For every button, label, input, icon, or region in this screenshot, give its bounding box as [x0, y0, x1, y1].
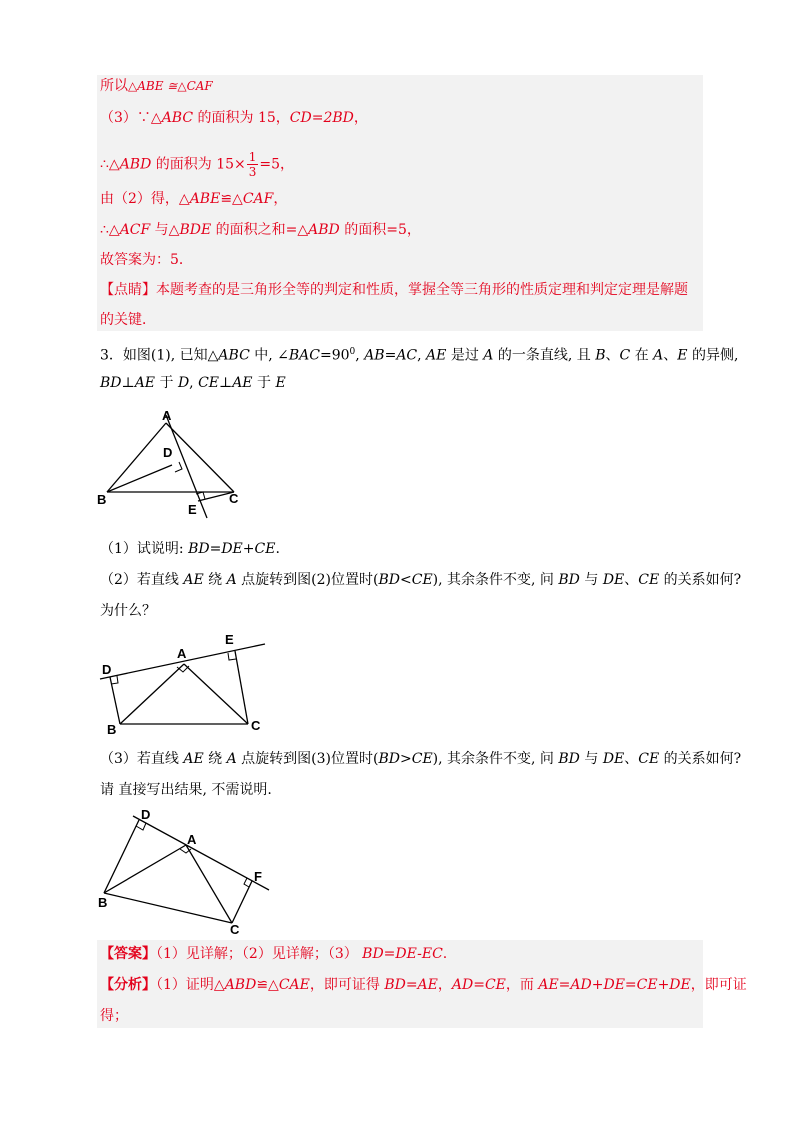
fig1-line-ae — [166, 415, 207, 518]
fig1-label-c: C — [229, 491, 239, 506]
fig1-right-angle-d — [175, 462, 182, 472]
question-3-line-2: 请 直接写出结果, 不需说明. — [100, 782, 272, 798]
fig1-segment-bd — [107, 465, 172, 492]
fig3-segment-ab — [104, 845, 186, 893]
fig3-label-f: F — [254, 869, 262, 884]
question-para-2: BD⊥AE 于 D, CE⊥AE 于 E — [100, 375, 286, 391]
solution-line-1: 所以△ABE ≅△CAF — [100, 78, 213, 94]
fig1-label-a: A — [162, 408, 172, 423]
question-2-line-1: （2）若直线 AE 绕 A 点旋转到图(2)位置时(BD<CE), 其余条件不变, 问 BD 与 DE、CE 的关系如何? — [100, 572, 742, 588]
answer-line: 【答案】（1）见详解；（2）见详解；（3） BD=DE-EC. — [100, 946, 448, 962]
fig1-segment-ab — [107, 423, 166, 492]
fig1-segment-ac — [166, 423, 234, 492]
solution-line-3: ∴△ABD 的面积为 15× $\frac{1}{3}$ =5， — [100, 150, 295, 179]
fig1-label-e: E — [188, 502, 197, 517]
fig2-right-angle-d — [111, 676, 118, 684]
question-2-line-2: 为什么？ — [100, 603, 156, 619]
solution-line-4: 由（2）得，△ABE≌△CAF， — [100, 191, 288, 207]
fig1-label-d: D — [163, 445, 173, 460]
fig1-label-b: B — [97, 492, 107, 507]
fig3-label-a: A — [187, 832, 197, 847]
fig2-label-a: A — [177, 646, 187, 661]
question-para-1: 3．如图(1), 已知△ABC 中, $\angle BAC=90^0$, AB=AC, AE 是过 A 的一条直线, 且 B、C 在 A、E 的异侧, — [100, 347, 739, 364]
fig2-right-angle-e — [228, 653, 236, 660]
pointing-note-line-2: 的关键． — [100, 312, 156, 328]
fig2-label-c: C — [251, 718, 261, 733]
figure-1 — [92, 405, 252, 520]
solution-line-2: （3）∵△ABC 的面积为 15，CD=2BD， — [100, 110, 368, 126]
question-1: （1）试说明: BD=DE+CE. — [100, 541, 280, 557]
fig3-segment-ce — [232, 881, 252, 923]
solution-line-6: 故答案为：5． — [100, 252, 193, 268]
fig3-segment-bc — [104, 893, 232, 923]
fig3-label-c: C — [230, 922, 240, 935]
question-3-line-1: （3）若直线 AE 绕 A 点旋转到图(3)位置时(BD>CE), 其余条件不变, 问 BD 与 DE、CE 的关系如何? — [100, 751, 742, 767]
fig2-label-e: E — [225, 632, 234, 647]
fig3-line-de — [133, 816, 269, 890]
pointing-note-line-1: 【点睛】本题考查的是三角形全等的判定和性质，掌握全等三角形的性质定理和判定定理是解题 — [100, 282, 688, 298]
fraction-one-third: $\frac{1}{3}$ — [248, 150, 257, 179]
figure-2 — [95, 628, 275, 738]
analysis-line-1: 【分析】（1）证明△ABD≌△CAE，即可证得 BD=AE，AD=CE，而 AE=AD+DE=CE+DE，即可证 — [100, 977, 747, 993]
fig3-label-b: B — [98, 895, 108, 910]
solution-line-5: ∴△ACF 与△BDE 的面积之和=△ABD 的面积=5， — [100, 222, 421, 238]
fig3-label-d: D — [141, 807, 151, 822]
figure-3 — [92, 805, 277, 935]
analysis-line-2: 得； — [100, 1008, 128, 1024]
fig2-label-d: D — [102, 662, 112, 677]
fig2-label-b: B — [107, 722, 117, 737]
